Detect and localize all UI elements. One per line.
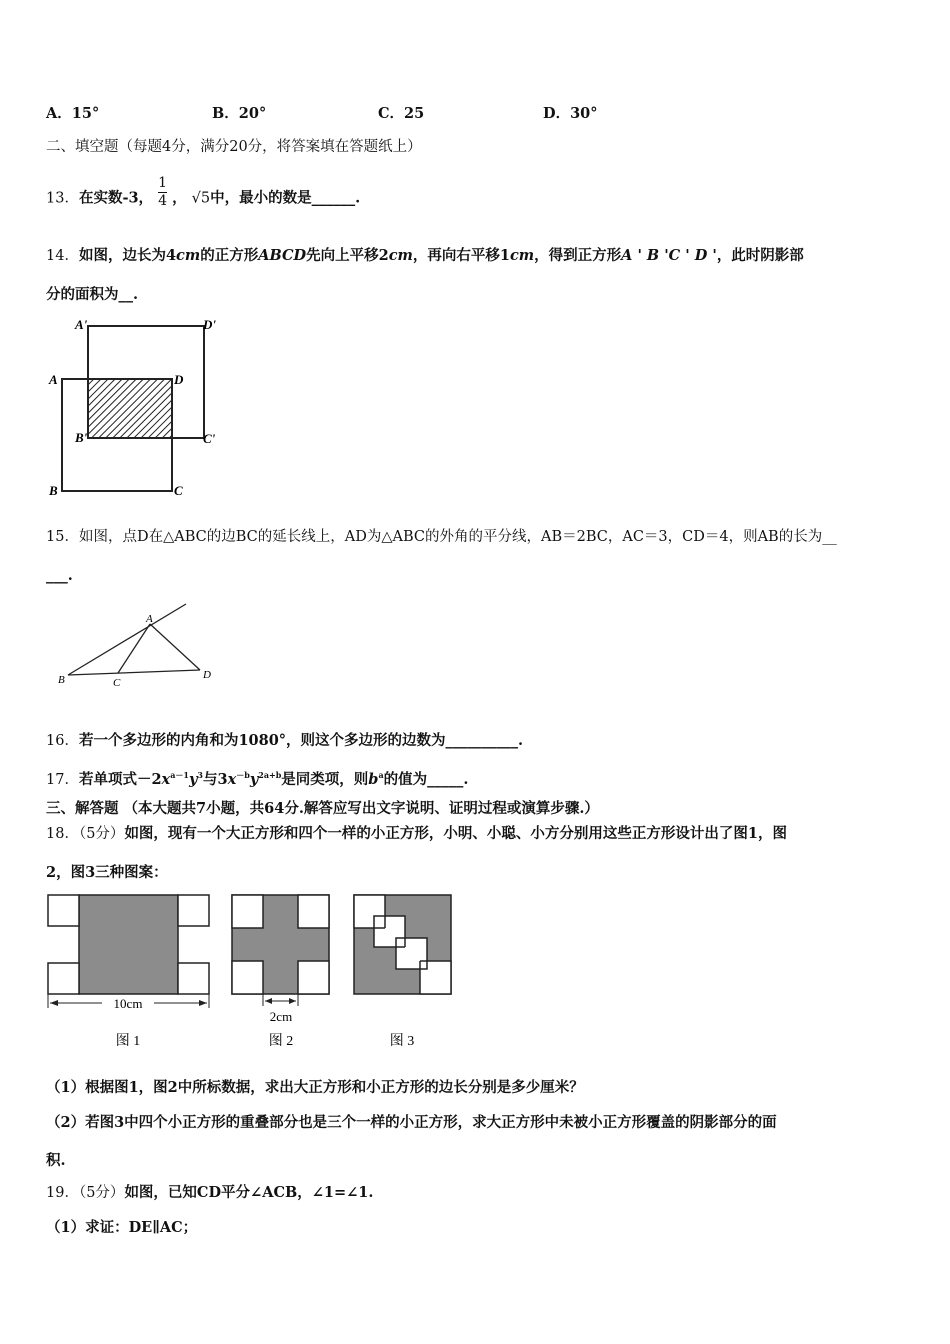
caption-3: 图 3 [389, 1034, 415, 1049]
dim-10cm: 10cm [113, 996, 143, 1011]
label-a: A [146, 613, 153, 625]
question-15-line2: ___. [46, 567, 73, 584]
label-d: D [174, 372, 184, 387]
figure-18-2 [232, 895, 329, 1049]
fraction: $\frac{1}{4}$ [158, 175, 168, 209]
figure-18-1 [48, 895, 209, 1049]
question-18-sub1: （1）根据图1，图2中所标数据，求出大正方形和小正方形的边长分别是多少厘米？ [46, 1079, 584, 1096]
caption-2: 图 2 [268, 1034, 294, 1049]
question-16: 16．若一个多边形的内角和为1080°，则这个多边形的边数为__________. [46, 732, 524, 749]
question-18: 18．（5分）如图，现有一个大正方形和四个一样的小正方形，小明、小聪、小方分别用这些正方形设计出了图1，图 [46, 825, 788, 842]
figure-18 [40, 890, 460, 1055]
label-d1: D' [203, 317, 216, 332]
label-b: B [58, 674, 65, 686]
figure-15 [50, 598, 220, 693]
option-a: A．15° [46, 105, 100, 122]
label-c1: C' [203, 431, 216, 446]
figure-14 [40, 312, 230, 507]
question-13: 13．在实数-3， $\frac{1}{4}$ ， √5中，最小的数是______. [46, 175, 361, 209]
option-d: D．30° [543, 105, 598, 122]
dim-2cm: 2cm [269, 1009, 293, 1024]
caption-1: 图 1 [115, 1034, 141, 1049]
question-18-line2: 2，图3三种图案： [46, 864, 168, 881]
option-c: C．25 [378, 105, 425, 122]
question-14: 14．如图，边长为4cm的正方形ABCD先向上平移2cm，再向右平移1cm，得到正方形A ' B 'C ' D '，此时阴影部 [46, 247, 804, 264]
label-c: C [174, 483, 183, 498]
label-a: A [49, 372, 58, 387]
label-b: B [49, 483, 58, 498]
section3-heading: 三、解答题 （本大题共7小题，共64分.解答应写出文字说明、证明过程或演算步骤.） [46, 800, 599, 817]
question-18-sub2b: 积. [46, 1152, 66, 1169]
shaded-overlap [88, 379, 172, 438]
section2-heading: 二、填空题（每题4分，满分20分，将答案填在答题纸上） [46, 139, 422, 155]
label-d: D [203, 669, 211, 681]
question-18-sub2: （2）若图3中四个小正方形的重叠部分也是三个一样的小正方形，求大正方形中未被小正方形覆盖的阴影部分的面 [46, 1114, 777, 1131]
question-17: 17．若单项式$-2x^{a-1}y^3$与$3x^{-b}y^{2a+b}$是同类项，则$b^a$的值为_____. [46, 770, 469, 788]
question-19-sub1: （1）求证：DE∥AC； [46, 1219, 198, 1236]
question-14-line2: 分的面积为__. [46, 286, 139, 303]
label-a1: A' [75, 317, 88, 332]
label-c: C [113, 677, 121, 689]
label-b1: B' [75, 430, 88, 445]
question-15: 15．如图，点D在△ABC的边BC的延长线上，AD为△ABC的外角的平分线，AB＝2BC，AC＝3，CD＝4，则AB的长为__ [46, 529, 837, 545]
figure-18-3 [354, 895, 451, 1049]
question-19: 19．（5分）如图，已知CD平分∠ACB，∠1=∠1. [46, 1184, 374, 1201]
option-b: B．20° [212, 105, 267, 122]
